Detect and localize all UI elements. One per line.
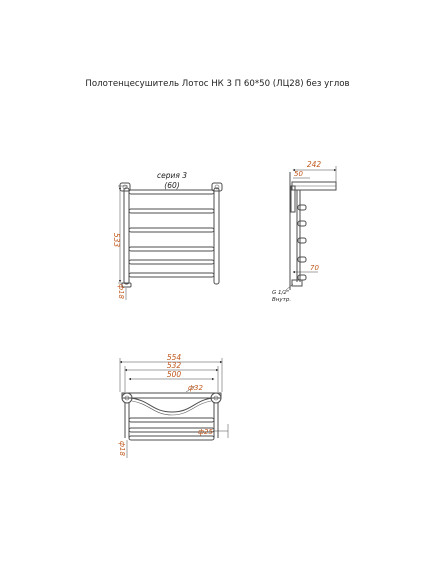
height-dim-label: 533 <box>112 232 121 248</box>
dia32-label: ф32 <box>188 384 203 392</box>
dim-554-label: 554 <box>166 353 182 362</box>
top-view <box>118 353 228 458</box>
dim-500-label: 500 <box>166 370 182 379</box>
top-frame <box>122 393 221 398</box>
side-rung <box>298 257 306 262</box>
depth-dim-label: 242 <box>306 160 322 169</box>
series-label: серия 3 <box>156 171 188 180</box>
front-rungs <box>129 190 214 277</box>
series-value: (60) <box>164 181 180 190</box>
side-rung <box>298 275 306 280</box>
right-upright <box>214 188 219 284</box>
side-view <box>272 160 336 303</box>
curved-shelf-inner <box>132 401 211 415</box>
bottom-dim-label: 70 <box>310 264 319 272</box>
thread-note: Внутр. <box>272 297 292 303</box>
rung <box>129 273 214 277</box>
rung <box>129 209 214 213</box>
rung <box>129 418 214 422</box>
rung <box>129 190 214 194</box>
front-view <box>112 171 222 300</box>
side-rung <box>298 205 306 210</box>
pipe-dim-front: ф18 <box>117 284 125 299</box>
top-right-fitting <box>212 183 222 191</box>
page-title: Полотенцесушитель Лотос НК 3 П 60*50 (ЛЦ28) без углов <box>85 79 350 89</box>
rung <box>129 260 214 264</box>
dia25-label: ф25 <box>198 428 213 436</box>
rung <box>129 228 214 232</box>
rung <box>129 247 214 251</box>
rung <box>129 436 214 440</box>
side-rung <box>298 221 306 226</box>
left-upright <box>124 188 129 284</box>
side-rungs <box>298 205 306 280</box>
curved-shelf <box>130 398 213 412</box>
offset-dim-label: 50 <box>294 170 303 178</box>
pipe-dim-top: ф18 <box>118 441 126 456</box>
side-rung <box>298 238 306 243</box>
thread-label: G 1/2" <box>272 290 290 296</box>
dim-532-label: 532 <box>166 361 182 370</box>
